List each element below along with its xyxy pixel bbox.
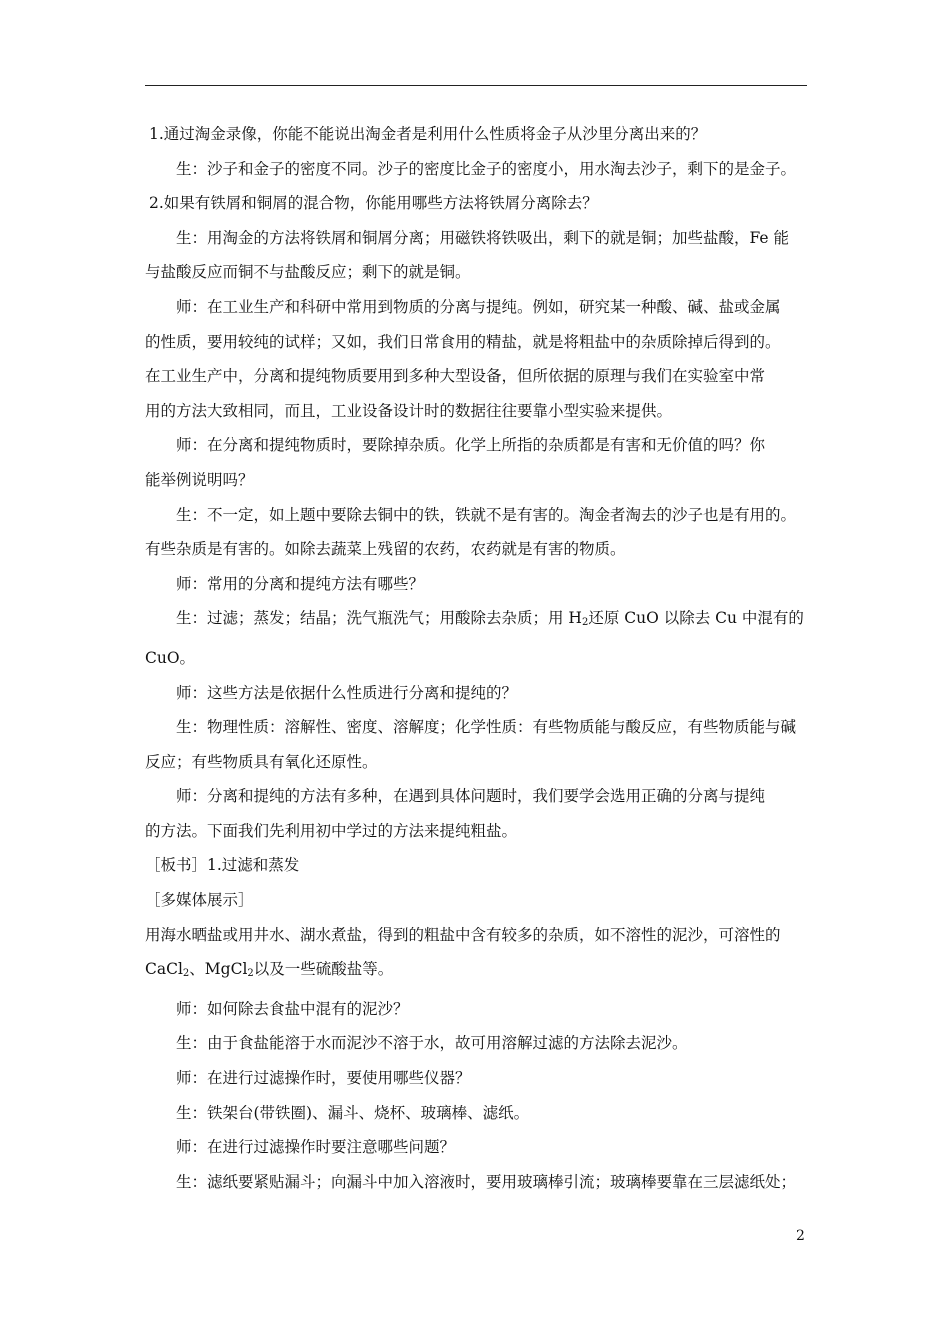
answer-line: 生：用淘金的方法将铁屑和铜屑分离；用磁铁将铁吸出，剩下的就是铜；加些盐酸，Fe 能: [176, 228, 790, 247]
answer-line: 生：滤纸要紧贴漏斗；向漏斗中加入溶液时，要用玻璃棒引流；玻璃棒要靠在三层滤纸处；: [176, 1172, 797, 1191]
teacher-line: 能举例说明吗？: [145, 470, 254, 489]
teacher-line: 师：在分离和提纯物质时，要除掉杂质。化学上所指的杂质都是有害和无价值的吗？你: [176, 436, 766, 455]
answer-line: 生：铁架台(带铁圈)、漏斗、烧杯、玻璃棒、滤纸。: [176, 1103, 530, 1122]
teacher-line: 师：在工业生产和科研中常用到物质的分离与提纯。例如，研究某一种酸、碱、盐或金属: [176, 297, 781, 316]
teacher-line: 的方法。下面我们先利用初中学过的方法来提纯粗盐。: [145, 821, 518, 840]
multimedia-note: ［多媒体展示］: [145, 891, 254, 910]
text-run: 、MgCl: [189, 960, 248, 979]
answer-line: 有些杂质是有害的。如除去蔬菜上残留的农药，农药就是有害的物质。: [145, 540, 626, 559]
text-run: CaCl: [145, 960, 183, 979]
teacher-line: 用的方法大致相同，而且，工业设备设计时的数据往往要靠小型实验来提供。: [145, 401, 673, 420]
teacher-line: 师：如何除去食盐中混有的泥沙？: [176, 999, 409, 1018]
answer-line: CuO。: [145, 648, 196, 667]
answer-line: [145, 601, 817, 641]
subscript: 2: [247, 968, 254, 980]
text-run: 以及一些硫酸盐等。: [253, 960, 394, 979]
subscript: 2: [581, 617, 589, 629]
multimedia-text: 用海水晒盐或用井水、湖水煮盐，得到的粗盐中含有较多的杂质，如不溶性的泥沙，可溶性的: [145, 925, 781, 944]
teacher-line: 师：这些方法是依据什么性质进行分离和提纯的？: [176, 683, 518, 702]
answer-line: 与盐酸反应而铜不与盐酸反应；剩下的就是铜。: [145, 263, 471, 282]
document-body: [145, 117, 817, 1199]
header-rule: [145, 85, 807, 86]
subscript: 2: [182, 968, 190, 980]
answer-line: 生：沙子和金子的密度不同。沙子的密度比金子的密度小，用水淘去沙子，剩下的是金子。: [176, 159, 797, 178]
teacher-line: 师：常用的分离和提纯方法有哪些？: [176, 574, 425, 593]
teacher-line: 在工业生产中，分离和提纯物质要用到多种大型设备，但所依据的原理与我们在实验室中常: [145, 367, 766, 386]
teacher-line: 师：在进行过滤操作时，要使用哪些仪器？: [176, 1069, 471, 1088]
answer-line: 生：物理性质：溶解性、密度、溶解度；化学性质：有些物质能与酸反应，有些物质能与碱: [176, 718, 797, 737]
answer-line: 生：不一定，如上题中要除去铜中的铁，铁就不是有害的。淘金者淘去的沙子也是有用的。: [176, 505, 797, 524]
question-1: 1.通过淘金录像，你能不能说出淘金者是利用什么性质将金子从沙里分离出来的？: [149, 125, 707, 143]
page-number: 2: [796, 1228, 805, 1244]
teacher-line: 师：分离和提纯的方法有多种，在遇到具体问题时，我们要学会选用正确的分离与提纯: [176, 787, 766, 806]
answer-line: 生：由于食盐能溶于水而泥沙不溶于水，故可用溶解过滤的方法除去泥沙。: [176, 1034, 688, 1053]
text-run: 还原 CuO 以除去 Cu 中混有的: [588, 609, 804, 628]
question-2: 2.如果有铁屑和铜屑的混合物，你能用哪些方法将铁屑分离除去？: [149, 194, 598, 213]
teacher-line: 师：在进行过滤操作时要注意哪些问题？: [176, 1138, 456, 1157]
board-note: ［板书］1.过滤和蒸发: [145, 856, 300, 875]
answer-line: 反应；有些物质具有氧化还原性。: [145, 752, 378, 771]
text-run: 生：过滤；蒸发；结晶；洗气瓶洗气；用酸除去杂质；用 H: [176, 609, 582, 628]
teacher-line: 的性质，要用较纯的试样；又如，我们日常食用的精盐，就是将粗盐中的杂质除掉后得到的。: [145, 332, 781, 351]
multimedia-text: [145, 952, 817, 992]
